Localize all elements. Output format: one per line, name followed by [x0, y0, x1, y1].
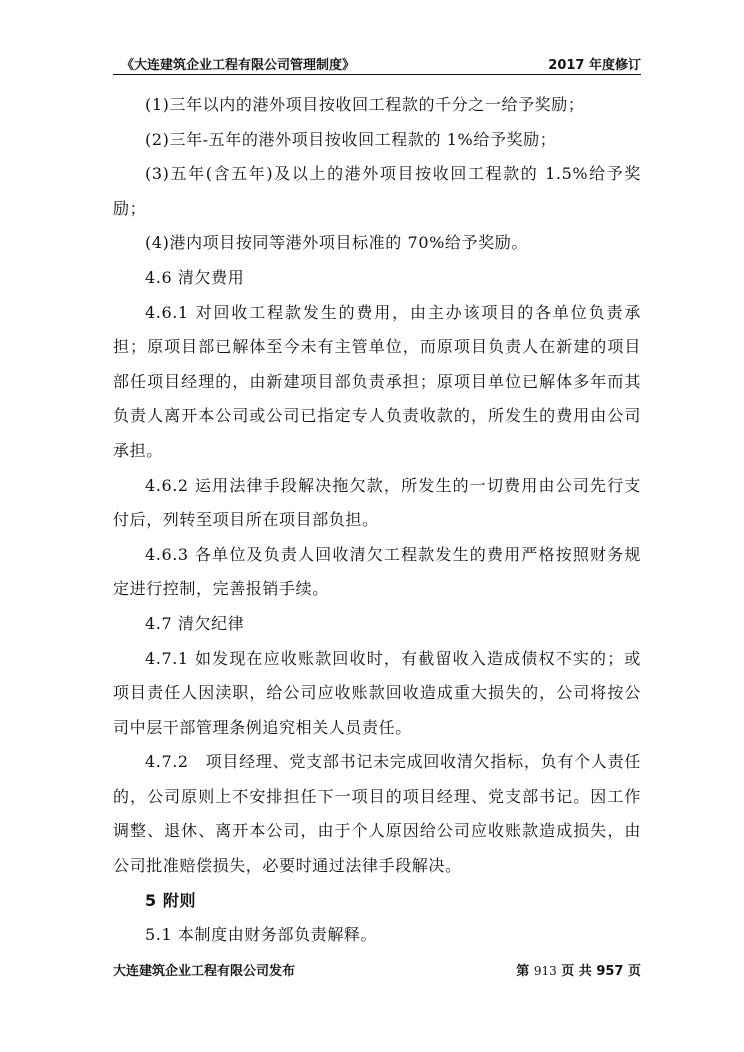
page-prefix: 第 — [516, 964, 530, 979]
document-body — [113, 88, 641, 953]
page-footer — [113, 960, 641, 982]
reward-item-4: (4)港内项目按同等港外项目标准的 70%给予奖励。 — [145, 233, 528, 253]
clause-4-6-3: 4.6.3 各单位及负责人回收清欠工程款发生的费用严格按照财务规定进行控制，完善报销手续。 — [113, 544, 641, 599]
page-header — [113, 52, 641, 75]
page-indicator — [516, 960, 641, 979]
subsection-heading-4-6: 4.6 清欠费用 — [145, 267, 245, 287]
page-total: 页 共 957 页 — [561, 964, 641, 979]
reward-item-1: (1)三年以内的港外项目按收回工程款的千分之一给予奖励； — [145, 95, 585, 114]
clause-4-6-1: 4.6.1 对回收工程款发生的费用，由主办该项目的各单位负责承担；原项目部已解体至今未有主管单位，而原项目负责人在新建的项目部任项目经理的，由新建项目部负责承担；原项目单位已解体多年而其负责人离开本公司或公司已指定专人负责收款的，所发生的费用由公司承担。 — [113, 302, 641, 460]
document-title: 《大连建筑企业工程有限公司管理制度》 — [121, 58, 356, 73]
clause-5-1: 5.1 本制度由财务部负责解释。 — [145, 925, 378, 945]
section-heading-5: 5 附则 — [145, 890, 197, 910]
revision-label: 2017 年度修订 — [548, 58, 641, 73]
clause-4-7-2: 4.7.2 项目经理、党支部书记未完成回收清欠指标，负有个人责任的，公司原则上不安排担任下一项目的项目经理、党支部书记。因工作调整、退休、离开本公司，由于个人原因给公司应收账款造成损失，由公司批准赔偿损失，必要时通过法律手段解决。 — [113, 752, 641, 876]
clause-4-6-2: 4.6.2 运用法律手段解决拖欠款，所发生的一切费用由公司先行支付后，列转至项目所在项目部负担。 — [113, 475, 641, 530]
clause-4-7-1: 4.7.1 如发现在应收账款回收时，有截留收入造成债权不实的；或项目责任人因渎职，给公司应收账款回收造成重大损失的，公司将按公司中层干部管理条例追究相关人员责任。 — [113, 648, 641, 737]
reward-item-2: (2)三年-五年的港外项目按收回工程款的 1%给予奖励； — [145, 129, 557, 149]
subsection-heading-4-7: 4.7 清欠纪律 — [145, 613, 245, 633]
publisher-label: 大连建筑企业工程有限公司发布 — [113, 964, 296, 979]
page-number: 913 — [533, 964, 557, 978]
reward-item-3: (3)五年(含五年)及以上的港外项目按收回工程款的 1.5%给予奖励； — [113, 164, 641, 218]
